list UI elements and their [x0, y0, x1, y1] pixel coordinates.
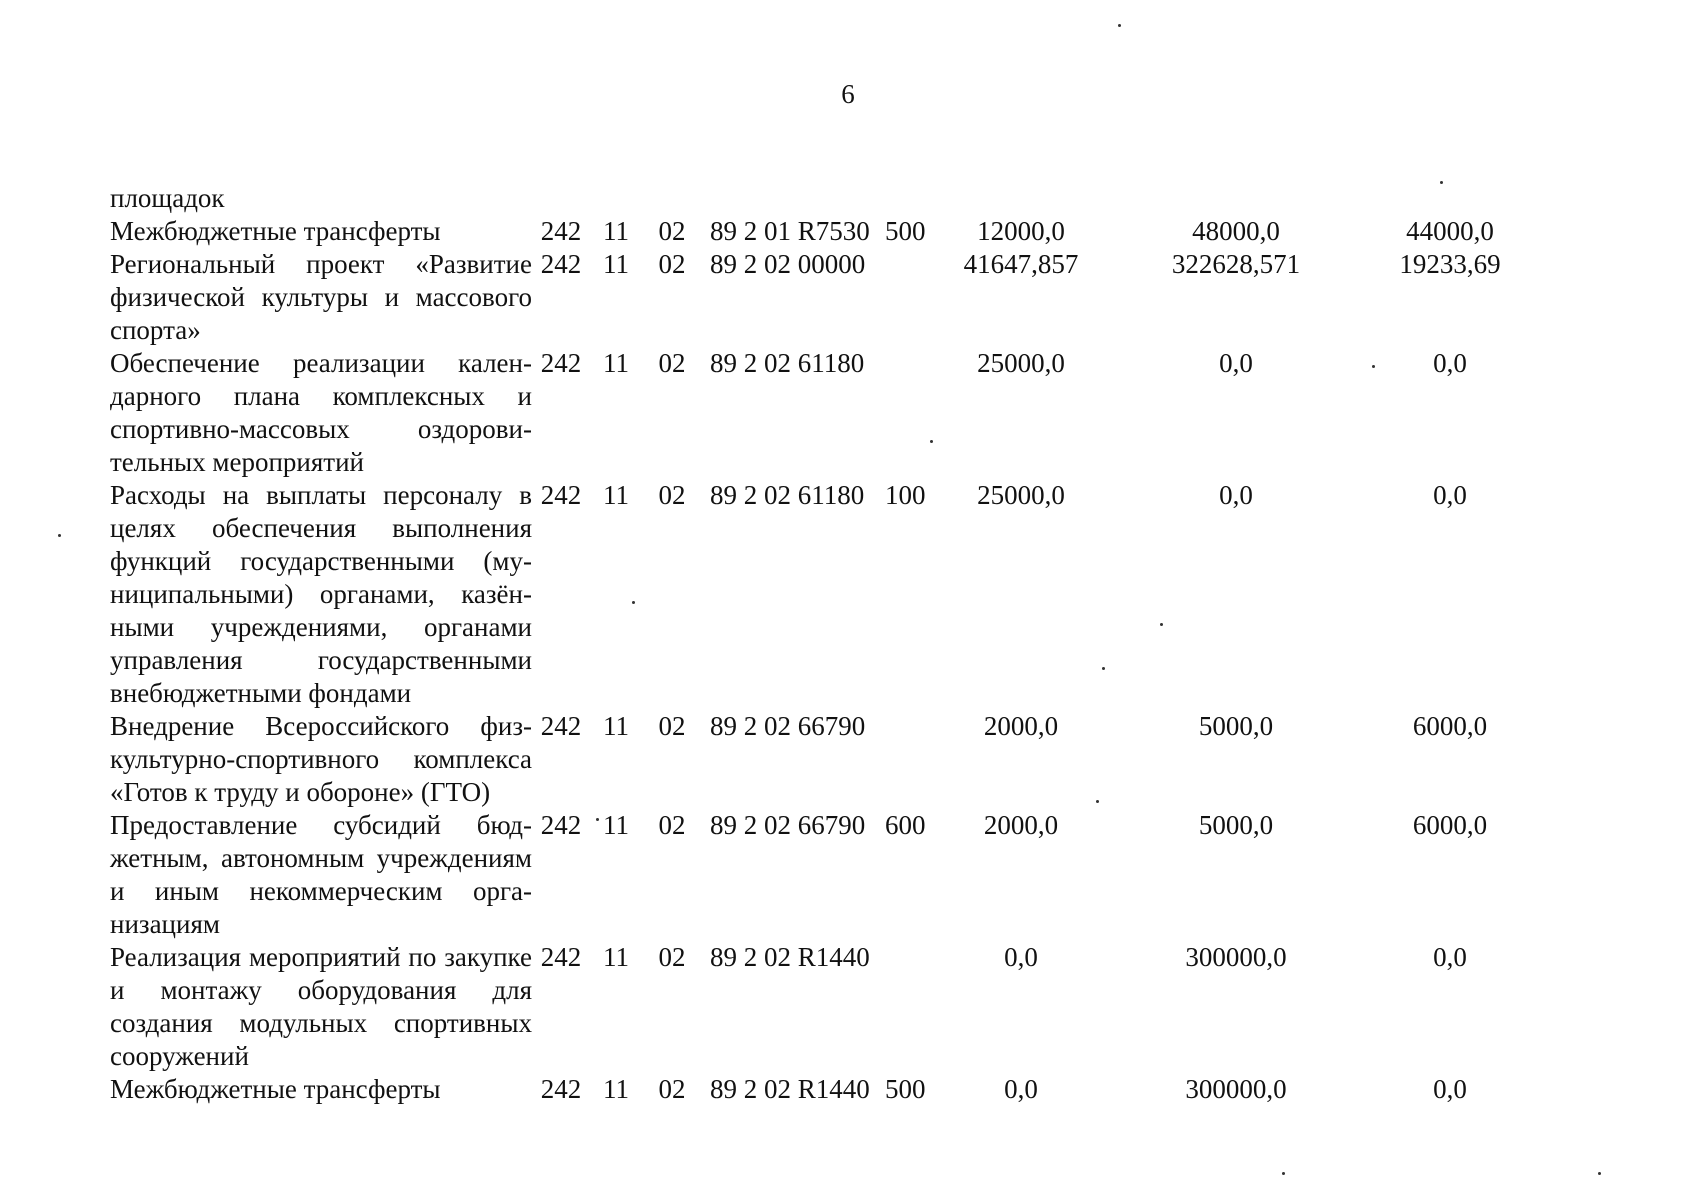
row-pr: 02: [658, 711, 686, 741]
scan-speck: [58, 534, 61, 537]
table-row: [110, 710, 1530, 809]
row-year3: [1370, 182, 1530, 215]
table-row: [110, 1073, 1530, 1106]
row-year1: [940, 182, 1102, 215]
row-vr: [885, 347, 940, 479]
row-name: Межбюджетные трансферты: [110, 1074, 441, 1104]
scan-speck: [1282, 1172, 1285, 1175]
scan-speck: [1160, 623, 1163, 626]
row-year1: 12000,0: [977, 216, 1065, 246]
row-year1: 2000,0: [983, 711, 1059, 741]
row-year3: 19233,69: [1399, 249, 1501, 279]
table-row: [110, 215, 1530, 248]
scan-speck: [596, 818, 599, 821]
row-year2: 48000,0: [1192, 216, 1280, 246]
table-row: [110, 347, 1530, 479]
row-csr: 89 2 02 66790: [710, 711, 866, 741]
row-pr: 02: [658, 216, 686, 246]
row-year2: 0,0: [1219, 348, 1253, 378]
row-year3: 0,0: [1433, 1074, 1467, 1104]
row-rz: 11: [603, 810, 629, 840]
row-name: Предоставление субсидий бюджетным, автономным учреждениям и иным некоммерческим организациям: [110, 810, 532, 939]
row-gr: 242: [540, 810, 582, 840]
row-year2: 0,0: [1219, 480, 1253, 510]
row-year3: 44000,0: [1406, 216, 1494, 246]
row-year3: 0,0: [1433, 348, 1467, 378]
row-rz: [590, 182, 642, 215]
row-year1: 41647,857: [963, 249, 1079, 279]
row-csr: 89 2 02 61180: [710, 480, 865, 510]
row-vr: [885, 710, 940, 809]
scan-speck: [1440, 181, 1443, 184]
row-year2: 5000,0: [1198, 810, 1274, 840]
scan-speck: [1598, 1172, 1601, 1175]
row-rz: 11: [603, 711, 629, 741]
row-year2: [1102, 182, 1370, 215]
row-csr: 89 2 02 61180: [710, 348, 865, 378]
table-row: [110, 479, 1530, 710]
row-csr: 89 2 01 R7530: [710, 216, 870, 246]
scan-speck: [930, 440, 933, 443]
row-csr: 89 2 02 R1440: [710, 1074, 870, 1104]
row-gr: 242: [540, 348, 582, 378]
row-csr: 89 2 02 00000: [710, 249, 866, 279]
row-rz: 11: [603, 942, 629, 972]
scan-speck: [632, 601, 635, 604]
row-csr: 89 2 02 66790: [710, 810, 866, 840]
row-year2: 5000,0: [1198, 711, 1274, 741]
row-csr: 89 2 02 R1440: [710, 942, 870, 972]
row-csr: [702, 182, 885, 215]
row-gr: 242: [540, 480, 582, 510]
row-name: Региональный проект «Развитие физической культуры и массового спорта»: [110, 249, 532, 345]
row-gr: 242: [540, 942, 582, 972]
row-pr: 02: [658, 348, 686, 378]
row-gr: 242: [540, 216, 582, 246]
row-year1: 25000,0: [977, 348, 1065, 378]
table-row: [110, 809, 1530, 941]
row-pr: 02: [658, 249, 686, 279]
row-pr: 02: [658, 942, 686, 972]
row-year1: 0,0: [1004, 942, 1038, 972]
row-rz: 11: [603, 249, 629, 279]
row-name: Реализация мероприятий по закупке и монтажу оборудования для создания модульных спортивных сооружений: [110, 942, 532, 1071]
scan-speck: [1102, 667, 1105, 670]
row-name: Расходы на выплаты персоналу в целях обеспечения выполнения функций государственными (муниципальными) органами, казёнными учреждениями, органами управления государственными внебюджетными фондами: [110, 480, 532, 708]
row-gr: 242: [540, 711, 582, 741]
row-rz: 11: [603, 480, 629, 510]
row-vr: 600: [885, 810, 926, 840]
row-year3: 0,0: [1433, 942, 1467, 972]
page-number: 6: [841, 79, 855, 109]
table-row: [110, 248, 1530, 347]
row-year1: 0,0: [1004, 1074, 1038, 1104]
row-year3: 6000,0: [1412, 810, 1488, 840]
row-year1: 25000,0: [977, 480, 1065, 510]
row-rz: 11: [603, 1074, 629, 1104]
row-rz: 11: [603, 216, 629, 246]
row-vr: [885, 182, 940, 215]
scan-speck: [1096, 800, 1099, 803]
row-year2: 322628,571: [1171, 249, 1301, 279]
row-vr: 500: [885, 1074, 926, 1104]
budget-table-body: [110, 182, 1530, 1106]
row-year2: 300000,0: [1185, 942, 1287, 972]
row-vr: 500: [885, 216, 926, 246]
row-vr: [885, 248, 940, 347]
row-pr: 02: [658, 810, 686, 840]
row-gr: 242: [540, 1074, 582, 1104]
row-pr: [642, 182, 702, 215]
scan-speck: [1372, 365, 1375, 368]
row-name: Межбюджетные трансферты: [110, 216, 441, 246]
table-row: [110, 941, 1530, 1073]
row-vr: 100: [885, 480, 926, 510]
row-vr: [885, 941, 940, 1073]
row-year1: 2000,0: [983, 810, 1059, 840]
row-pr: 02: [658, 1074, 686, 1104]
budget-table: [110, 182, 1530, 1106]
row-gr: 242: [540, 249, 582, 279]
row-name: площадок: [110, 183, 225, 213]
row-name: Обеспечение реализации календарного плана комплексных и спортивно-массовых оздоровительных мероприятий: [110, 348, 532, 477]
row-name: Внедрение Всероссийского физкультурно-спортивного комплекса «Готов к труду и обороне» (ГТО): [110, 711, 532, 807]
row-gr: [532, 182, 590, 215]
scan-speck: [1118, 24, 1121, 27]
table-row: [110, 182, 1530, 215]
row-year3: 0,0: [1433, 480, 1467, 510]
row-rz: 11: [603, 348, 629, 378]
row-pr: 02: [658, 480, 686, 510]
row-year2: 300000,0: [1185, 1074, 1287, 1104]
row-year3: 6000,0: [1412, 711, 1488, 741]
